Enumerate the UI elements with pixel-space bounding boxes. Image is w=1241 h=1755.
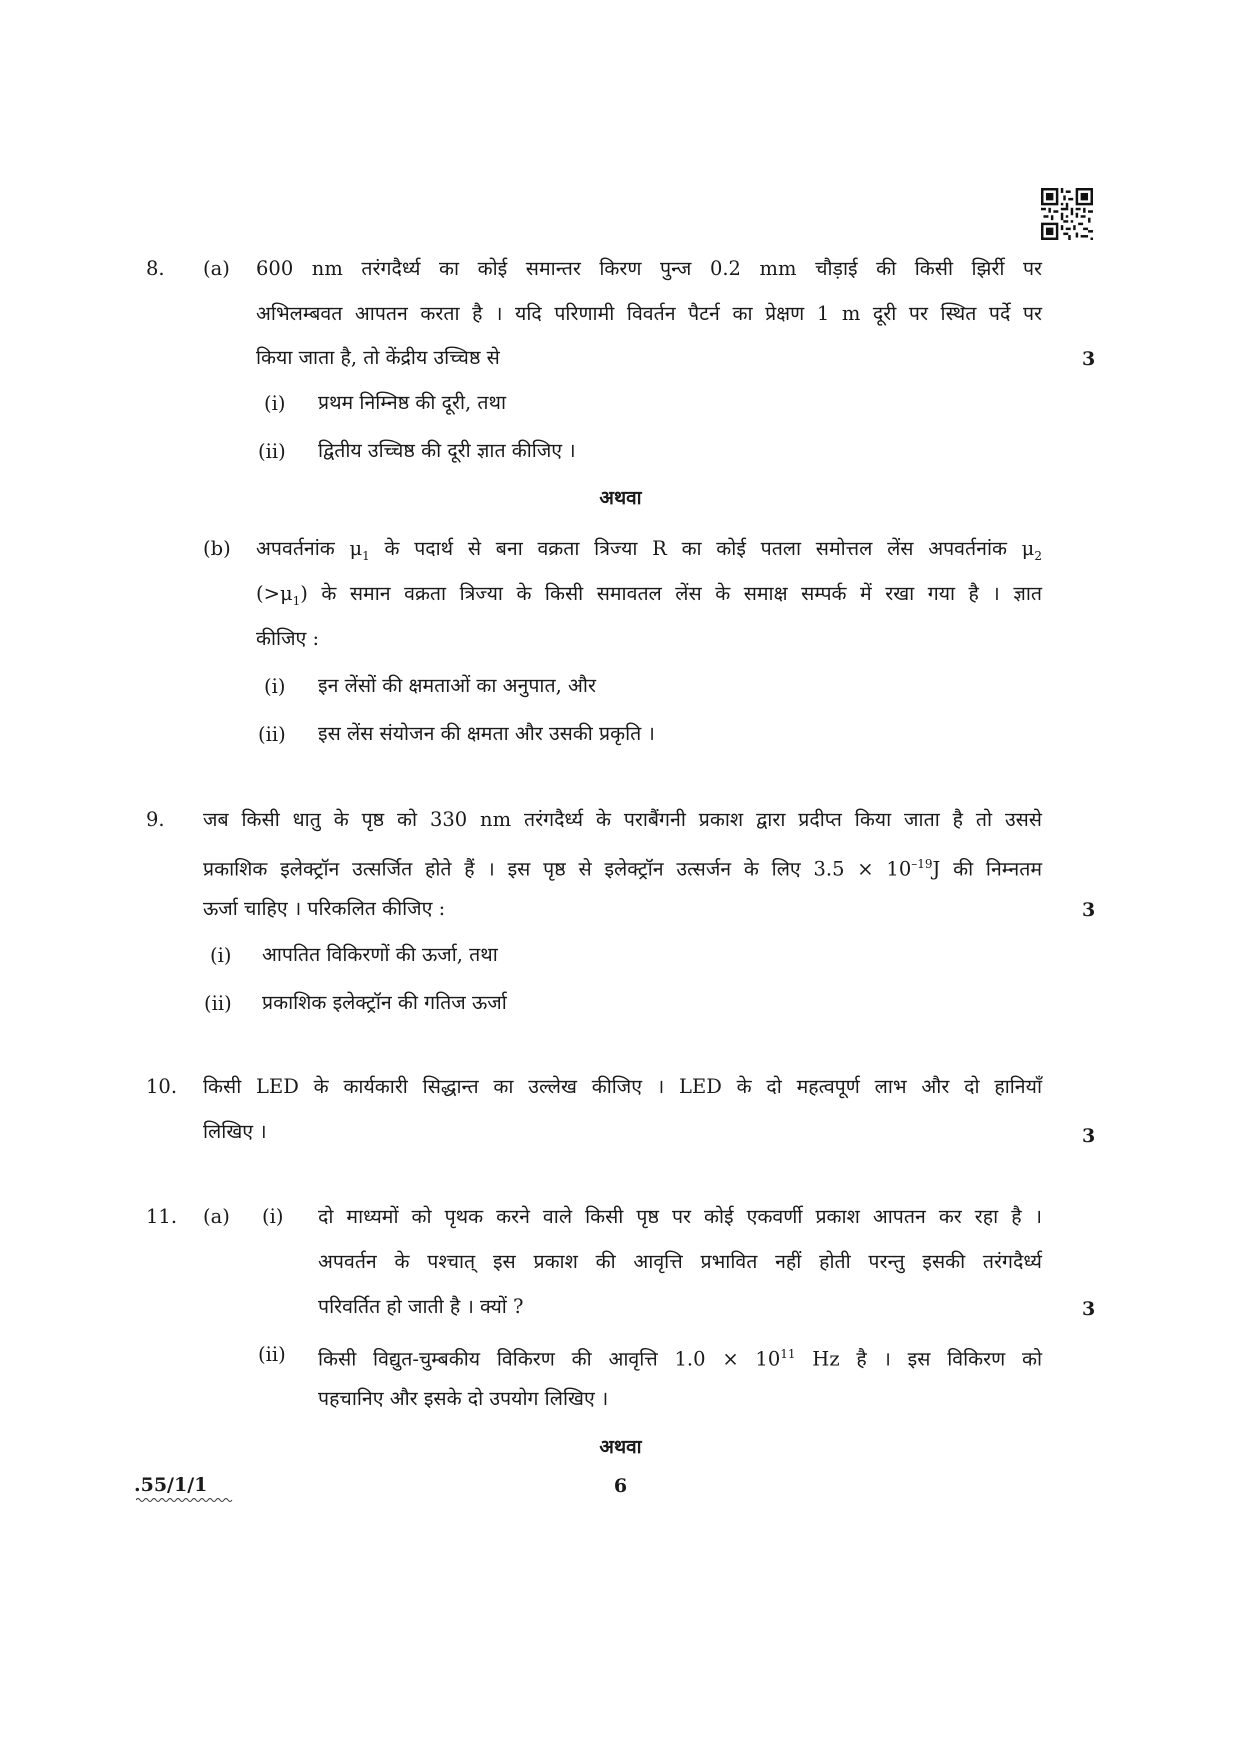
marks: 3	[1082, 348, 1096, 370]
sub-part-label: (ii)	[258, 723, 286, 746]
question-text: दो माध्यमों को पृथक करने वाले किसी पृष्ठ पर कोई एकवर्णी प्रकाश आपतन कर रहा है ।	[318, 1205, 1042, 1228]
question-text: किसी विद्युत-चुम्बकीय विकिरण की आवृत्ति $1.0 \times 10^{11}$ Hz है । इस विकिरण को	[318, 1347, 1042, 1371]
or-divider: अथवा	[599, 1436, 642, 1458]
question-text: परिवर्तित हो जाती है । क्यों ?	[318, 1295, 524, 1318]
sub-part-label: (i)	[210, 944, 232, 967]
question-number: 8.	[146, 257, 165, 280]
sub-part-text: द्वितीय उच्चिष्ठ की दूरी ज्ञात कीजिए ।	[318, 439, 576, 462]
question-text: अपवर्तनांक $\mu_1$ के पदार्थ से बना वक्रता त्रिज्या R का कोई पतला समोत्तल लेंस अपवर्तनांक $\mu_2$	[256, 537, 1043, 563]
sub-part-label: (i)	[262, 1205, 284, 1228]
sub-part-text: आपतित विकिरणों की ऊर्जा, तथा	[262, 943, 498, 966]
question-text: पहचानिए और इसके दो उपयोग लिखिए ।	[318, 1387, 609, 1410]
sub-part-label: (ii)	[258, 440, 286, 463]
marks: 3	[1082, 1298, 1096, 1320]
qr-code-icon	[1041, 188, 1093, 240]
sub-part-label: (ii)	[204, 992, 232, 1015]
sub-part-text: प्रथम निम्निष्ठ की दूरी, तथा	[318, 391, 507, 414]
sub-part-text: इस लेंस संयोजन की क्षमता और उसकी प्रकृति ।	[318, 722, 655, 745]
question-text: प्रकाशिक इलेक्ट्रॉन उत्सर्जित होते हैं । इस पृष्ठ से इलेक्ट्रॉन उत्सर्जन के लिए $3.5 \times 10^{-19}J$ की निम्नतम	[203, 857, 1042, 881]
marks: 3	[1082, 1125, 1096, 1147]
page-number: 6	[613, 1475, 628, 1497]
question-number: 10.	[146, 1075, 178, 1098]
sub-part-label: (i)	[264, 392, 286, 415]
part-label: (a)	[203, 1205, 230, 1228]
question-text: जब किसी धातु के पृष्ठ को 330 nm तरंगदैर्ध्य के पराबैंगनी प्रकाश द्वारा प्रदीप्त किया जाता है तो उससे	[203, 808, 1042, 831]
or-divider: अथवा	[599, 487, 642, 509]
question-number: 9.	[146, 808, 165, 831]
sub-part-text: प्रकाशिक इलेक्ट्रॉन की गतिज ऊर्जा	[262, 991, 507, 1014]
question-text: अपवर्तन के पश्चात् इस प्रकाश की आवृत्ति प्रभावित नहीं होती परन्तु इसकी तरंगदैर्ध्य	[318, 1250, 1042, 1273]
part-label: (a)	[203, 257, 230, 280]
question-text: किसी LED के कार्यकारी सिद्धान्त का उल्लेख कीजिए । LED के दो महत्वपूर्ण लाभ और दो हानियाँ	[203, 1075, 1042, 1098]
marks: 3	[1082, 899, 1096, 921]
question-text: कीजिए :	[256, 627, 320, 650]
question-text: लिखिए ।	[203, 1120, 267, 1143]
question-text: ऊर्जा चाहिए । परिकलित कीजिए :	[203, 897, 446, 920]
sub-part-label: (i)	[264, 675, 286, 698]
question-text: किया जाता है, तो केंद्रीय उच्चिष्ठ से	[256, 346, 500, 369]
question-text: 600 nm तरंगदैर्ध्य का कोई समान्तर किरण पुन्ज 0.2 mm चौड़ाई की किसी झिर्री पर	[256, 257, 1042, 280]
question-text: $(>\mu_1)$ के समान वक्रता त्रिज्या के किसी समावतल लेंस के समाक्ष सम्पर्क में रखा गया है । ज्ञात	[256, 582, 1042, 608]
question-number: 11.	[146, 1205, 178, 1228]
part-label: (b)	[203, 537, 231, 560]
paper-code: .55/1/1	[134, 1474, 208, 1496]
sub-part-label: (ii)	[258, 1343, 286, 1366]
question-text: अभिलम्बवत आपतन करता है । यदि परिणामी विवर्तन पैटर्न का प्रेक्षण 1 m दूरी पर स्थित पर्दे पर	[256, 302, 1042, 325]
sub-part-text: इन लेंसों की क्षमताओं का अनुपात, और	[318, 674, 596, 697]
